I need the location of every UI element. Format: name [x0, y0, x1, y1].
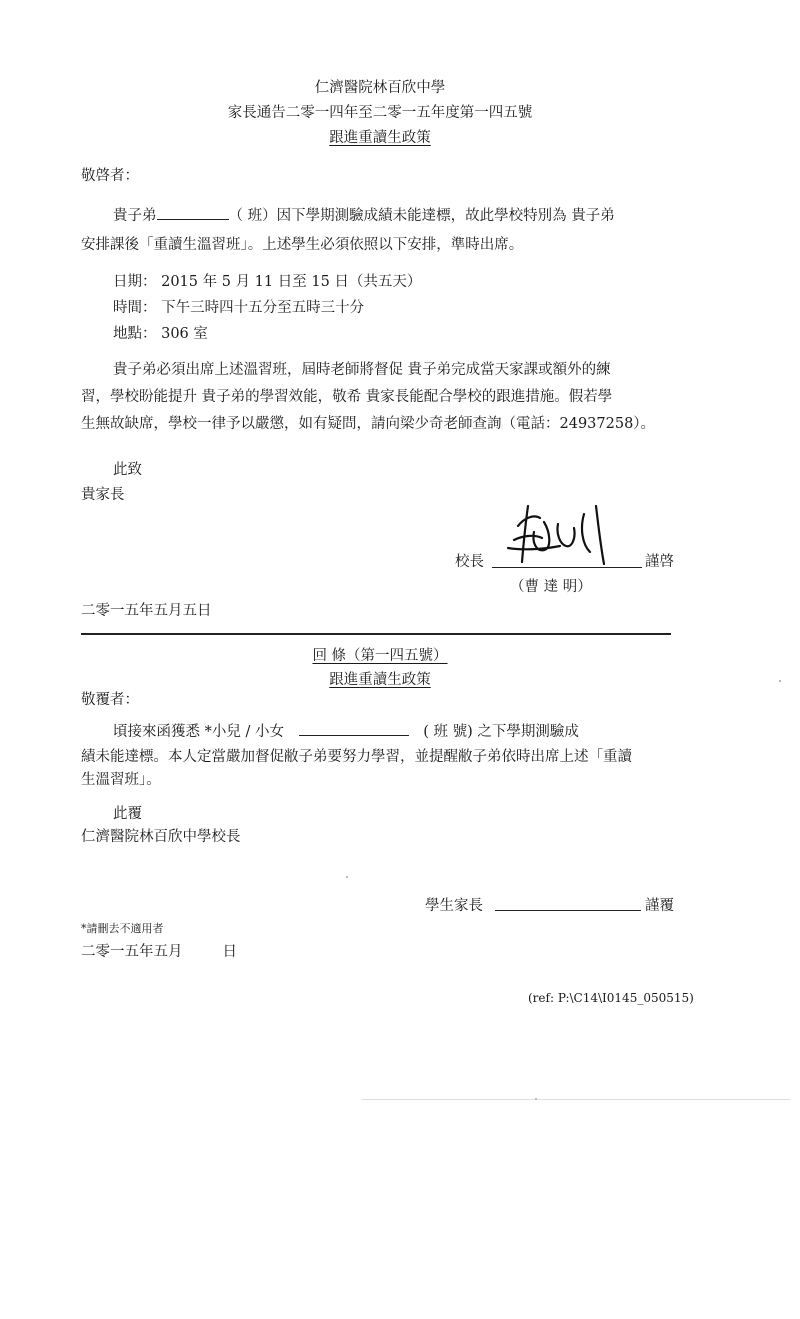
principal-respect: 謹啓 — [645, 554, 674, 570]
place-row — [113, 322, 208, 343]
scan-artifact-line — [362, 1099, 790, 1100]
parent-label: 學生家長 — [425, 898, 483, 914]
principal-signature — [500, 492, 620, 572]
place-value: 306 室 — [161, 326, 208, 342]
closing-line-1: 此致 — [113, 462, 142, 478]
tear-off-divider — [81, 633, 671, 635]
reply-line-1-rest: ( 班 號) 之下學期測驗成 — [423, 724, 579, 740]
paragraph-1-line-2: 安排課後「重讀生溫習班」。上述學生必須依照以下安排，準時出席。 — [81, 237, 524, 253]
reply-line-1 — [113, 720, 579, 741]
reply-salutation: 敬覆者： — [81, 692, 139, 708]
closing-line-2: 貴家長 — [81, 487, 125, 503]
reply-date — [81, 940, 237, 961]
student-label: 貴子弟 — [113, 208, 157, 224]
paragraph-1-line-1-rest: （ 班）因下學期測驗成績未能達標，故此學校特別為 貴子弟 — [228, 208, 615, 224]
parent-respect: 謹覆 — [645, 898, 674, 914]
issue-date: 二零一五年五月五日 — [81, 603, 212, 619]
date-value: 2015 年 5 月 11 日至 15 日（共五天） — [161, 274, 422, 290]
date-label: 日期： — [113, 274, 157, 290]
notice-subject: 跟進重讀生政策 — [329, 130, 431, 146]
child-name-field[interactable] — [299, 721, 409, 736]
reply-closing-2: 仁濟醫院林百欣中學校長 — [81, 829, 241, 845]
reply-line-2: 績未能達標。本人定當嚴加督促敝子弟要努力學習，並提醒敝子弟依時出席上述「重讀 — [81, 749, 632, 765]
reply-closing-1: 此覆 — [113, 806, 142, 822]
student-name-blank — [157, 205, 229, 220]
date-row — [113, 270, 421, 291]
reply-date-start: 二零一五年五月 — [81, 944, 183, 960]
principal-name: （曹 達 明） — [510, 579, 592, 595]
reference-code: (ref: P:\C14\I0145_050515) — [528, 991, 694, 1005]
scan-speck — [346, 876, 348, 878]
reply-line-1-start: 頃接來函獲悉 *小兒 / 小女 — [113, 724, 284, 740]
place-label: 地點： — [113, 326, 157, 342]
paragraph-2-line-2: 習，學校盼能提升 貴子弟的學習效能，敬希 貴家長能配合學校的跟進措施。假若學 — [81, 389, 613, 405]
parent-signature-field[interactable] — [495, 910, 641, 911]
time-row — [113, 296, 364, 317]
time-label: 時間： — [113, 300, 157, 316]
reply-date-day: 日 — [222, 944, 237, 960]
footnote: *請刪去不適用者 — [81, 922, 164, 935]
principal-label: 校長 — [455, 554, 484, 570]
salutation: 敬啓者： — [81, 168, 139, 184]
reply-line-3: 生溫習班」。 — [81, 772, 161, 788]
scan-speck — [779, 680, 781, 682]
paragraph-1-line-1 — [113, 204, 615, 225]
time-value: 下午三時四十五分至五時三十分 — [161, 300, 365, 316]
scan-speck — [535, 1098, 537, 1100]
notice-number: 家長通告二零一四年至二零一五年度第一四五號 — [227, 105, 533, 121]
reply-subject: 跟進重讀生政策 — [329, 672, 431, 688]
paragraph-2-line-1: 貴子弟必須出席上述溫習班，屆時老師將督促 貴子弟完成當天家課或額外的練 — [113, 362, 611, 378]
reply-title: 回 條（第一四五號） — [312, 648, 448, 664]
school-name: 仁濟醫院林百欣中學 — [314, 80, 446, 96]
paragraph-2-line-3: 生無故缺席，學校一律予以嚴懲，如有疑問，請向梁少奇老師查詢（電話：24937258）。 — [81, 416, 656, 432]
